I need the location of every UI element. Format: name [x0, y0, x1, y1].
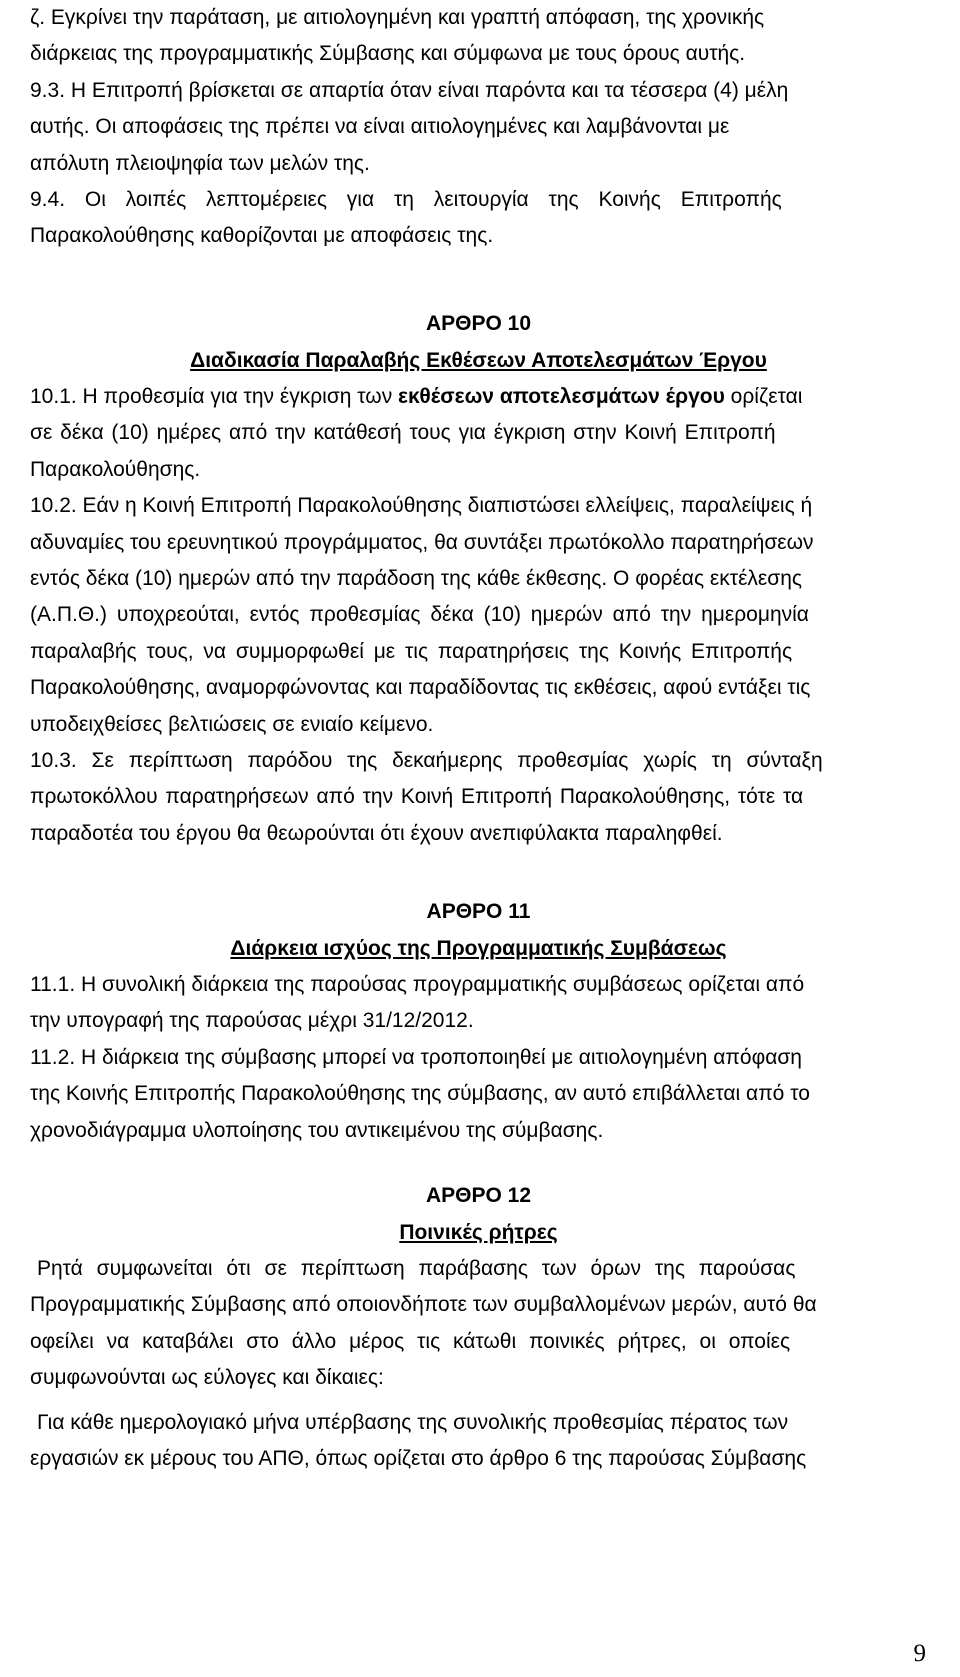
article-9-continuation	[30, 0, 927, 255]
text-line: Παρακολούθησης.	[30, 457, 201, 481]
article-title-text: Διαδικασία Παραλαβής Εκθέσεων Αποτελεσμάτων Έργου	[190, 349, 767, 372]
text-line: Ρητά συμφωνείται ότι σε περίπτωση παράβασης των όρων της παρούσας	[37, 1257, 796, 1280]
text-line: Προγραμματικής Σύμβασης από οποιονδήποτε των συμβαλλομένων μερών, αυτό θα	[30, 1293, 817, 1317]
text-line: 10.2. Εάν η Κοινή Επιτροπή Παρακολούθησης διαπιστώσει ελλείψεις, παραλείψεις ή	[30, 494, 813, 518]
article-title-text: Διάρκεια ισχύος της Προγραμματικής Συμβάσεως	[230, 937, 727, 960]
article-heading: ΑΡΘΡΟ 12	[425, 1184, 532, 1207]
text-line: την υπογραφή της παρούσας μέχρι 31/12/2012.	[30, 1009, 474, 1033]
bold-text-segment: εκθέσεων αποτελεσμάτων έργου	[398, 385, 725, 408]
text-line: Παρακολούθησης καθορίζονται με αποφάσεις της.	[30, 224, 494, 248]
text-line: χρονοδιάγραμμα υλοποίησης του αντικειμένου της σύμβασης.	[30, 1118, 604, 1142]
text-line: αδυναμίες του ερευνητικού προγράμματος, θα συντάξει πρωτόκολλο παρατηρήσεων	[30, 530, 814, 554]
text-line: σε δέκα (10) ημέρες από την κατάθεσή τους για έγκριση στην Κοινή Επιτροπή	[30, 421, 776, 445]
text-line: υποδειχθείσες βελτιώσεις σε ενιαίο κείμενο.	[30, 712, 434, 736]
text-line: (Α.Π.Θ.) υποχρεούται, εντός προθεσμίας δέκα (10) ημερών από την ημερομηνία	[30, 603, 809, 627]
text-line: 9.4. Οι λοιπές λεπτομέρειες για τη λειτουργία της Κοινής Επιτροπής	[30, 188, 782, 212]
text-line: εργασιών εκ μέρους του ΑΠΘ, όπως ορίζεται στο άρθρο 6 της παρούσας Σύμβασης	[30, 1447, 807, 1471]
text-line: αυτής. Οι αποφάσεις της πρέπει να είναι αιτιολογημένες και λαμβάνονται με	[30, 115, 730, 139]
article-heading: ΑΡΘΡΟ 10	[425, 312, 532, 335]
article-title	[30, 1215, 927, 1251]
text-line: πρωτοκόλλου παρατηρήσεων από την Κοινή Επιτροπή Παρακολούθησης, τότε τα	[30, 785, 804, 809]
text-line: 11.2. Η διάρκεια της σύμβασης μπορεί να τροποποιηθεί με αιτιολογημένη απόφαση	[30, 1045, 802, 1069]
text-line: της Κοινής Επιτροπής Παρακολούθησης της σύμβασης, αν αυτό επιβάλλεται από το	[30, 1082, 810, 1106]
text-line: 11.1. Η συνολική διάρκεια της παρούσας προγραμματικής συμβάσεως ορίζεται από	[30, 973, 805, 996]
text-line: ζ. Εγκρίνει την παράταση, με αιτιολογημένη και γραπτή απόφαση, της χρονικής	[30, 6, 765, 29]
text-segment: 10.1. Η προθεσμία για την έγκριση των	[30, 385, 399, 408]
article-title	[30, 343, 927, 379]
text-line: Παρακολούθησης, αναμορφώνοντας και παραδίδοντας τις εκθέσεις, αφού εντάξει τις	[30, 676, 811, 700]
article-heading: ΑΡΘΡΟ 11	[426, 900, 531, 923]
article-title	[30, 931, 927, 967]
article-11	[30, 894, 927, 1149]
text-line: παραδοτέα του έργου θα θεωρούνται ότι έχουν ανεπιφύλακτα παραληφθεί.	[30, 821, 723, 845]
text-line: παραλαβής τους, να συμμορφωθεί με τις παρατηρήσεις της Κοινής Επιτροπής	[30, 639, 793, 663]
text-line: Για κάθε ημερολογιακό μήνα υπέρβασης της συνολικής προθεσμίας πέρατος των	[37, 1410, 789, 1434]
article-12	[30, 1178, 927, 1477]
text-line: οφείλει να καταβάλει στο άλλο μέρος τις κάτωθι ποινικές ρήτρες, οι οποίες	[30, 1329, 791, 1353]
article-title-text: Ποινικές ρήτρες	[399, 1221, 558, 1244]
text-line: 9.3. Η Επιτροπή βρίσκεται σε απαρτία όταν είναι παρόντα και τα τέσσερα (4) μέλη	[30, 78, 789, 102]
text-line: απόλυτη πλειοψηφία των μελών της.	[30, 151, 370, 175]
article-10	[30, 306, 927, 852]
page-number: 9	[913, 1640, 926, 1667]
text-line: 10.3. Σε περίπτωση παρόδου της δεκαήμερης προθεσμίας χωρίς τη σύνταξη	[30, 749, 823, 773]
text-segment: ορίζεται	[724, 385, 803, 408]
text-line	[30, 379, 927, 415]
text-line: συμφωνούνται ως εύλογες και δίκαιες:	[30, 1366, 384, 1390]
text-line: διάρκειας της προγραμματικής Σύμβασης και σύμφωνα με τους όρους αυτής.	[30, 42, 746, 66]
text-line: εντός δέκα (10) ημερών από την παράδοση της κάθε έκθεσης. Ο φορέας εκτέλεσης	[30, 567, 803, 591]
